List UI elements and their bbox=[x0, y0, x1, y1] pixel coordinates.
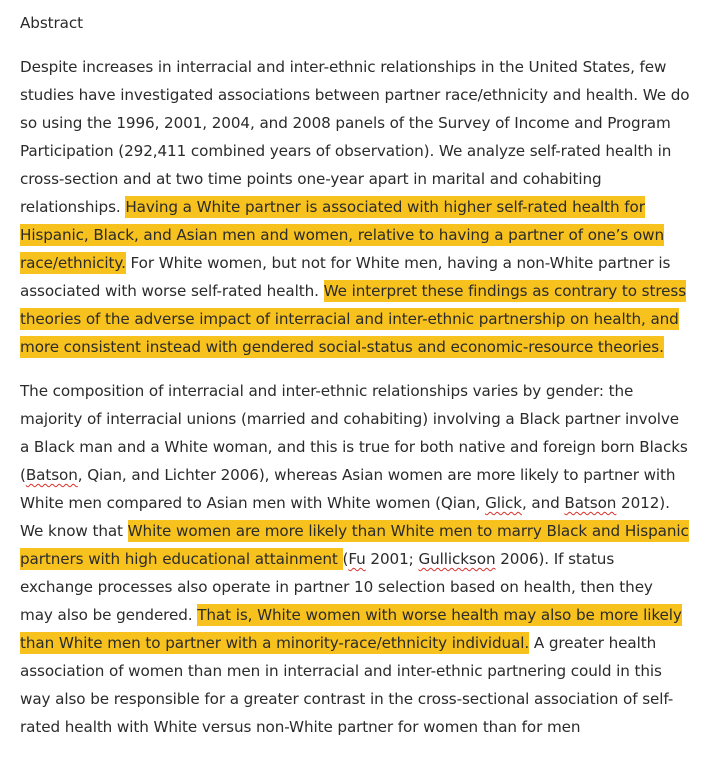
text-run: Despite increases in interracial and inter-ethnic relationships in the United States, few studies have investigated associations between partner race/ethnicity and health. We do so using the 1996, 2001, 2004, and 2008 panels of the Survey of Income and Program Participation (292,411 combined years of observation). We analyze self-rated health in cross-section and at two time points one-year apart in marital and cohabiting relationships. bbox=[20, 58, 690, 216]
spellcheck-flagged-word[interactable]: Fu bbox=[348, 550, 366, 568]
section-heading: Abstract bbox=[20, 14, 83, 32]
text-run: 2006). If status exchange processes also operate in partner 10 selection based on health, then they may also be gendered. bbox=[20, 550, 653, 624]
text-run: , and bbox=[521, 494, 565, 512]
text-run: ( bbox=[342, 550, 349, 568]
highlighted-text: Having a White partner is associated with higher self-rated health for Hispanic, Black, and Asian men and women, relative to having a partner of one’s own race/ethnicity. bbox=[20, 198, 664, 272]
text-run: , Qian, and Lichter 2006), whereas Asian women are more likely to partner with White men compared to Asian men with White women (Qian, bbox=[20, 466, 676, 512]
composition-paragraph bbox=[20, 377, 690, 741]
document-body bbox=[20, 9, 690, 757]
spellcheck-flagged-word[interactable]: Gullickson bbox=[418, 550, 496, 568]
abstract-paragraph bbox=[20, 53, 690, 361]
highlighted-text: That is, White women with worse health may also be more likely than White men to partner with a minority-race/ethnicity individual. bbox=[20, 606, 682, 652]
spellcheck-flagged-word[interactable]: Batson bbox=[25, 466, 78, 484]
text-run: The composition of interracial and inter-ethnic relationships varies by gender: the majority of interracial unions (married and cohabiting) involving a Black partner involve a Black man and a White woman, and this is true for both native and foreign born Blacks ( bbox=[20, 382, 688, 484]
text-run: 2001; bbox=[365, 550, 419, 568]
spellcheck-flagged-word[interactable]: Batson bbox=[564, 494, 617, 512]
spellcheck-flagged-word[interactable]: Glick bbox=[485, 494, 522, 512]
highlighted-text: White women are more likely than White men to marry Black and Hispanic partners with high educational attainment bbox=[20, 522, 689, 568]
text-run: 2012). We know that bbox=[20, 494, 670, 540]
text-run: A greater health association of women than men in interracial and inter-ethnic partnering could in this way also be responsible for a greater contrast in the cross-sectional association of self-rated health with White versus non-White partner for women than for men bbox=[20, 634, 674, 736]
highlighted-text: We interpret these findings as contrary to stress theories of the adverse impact of interracial and inter-ethnic partnership on health, and more consistent instead with gendered social-status and economic-resource theories. bbox=[20, 282, 687, 356]
text-run: For White women, but not for White men, having a non-White partner is associated with worse self-rated health. bbox=[20, 254, 671, 300]
